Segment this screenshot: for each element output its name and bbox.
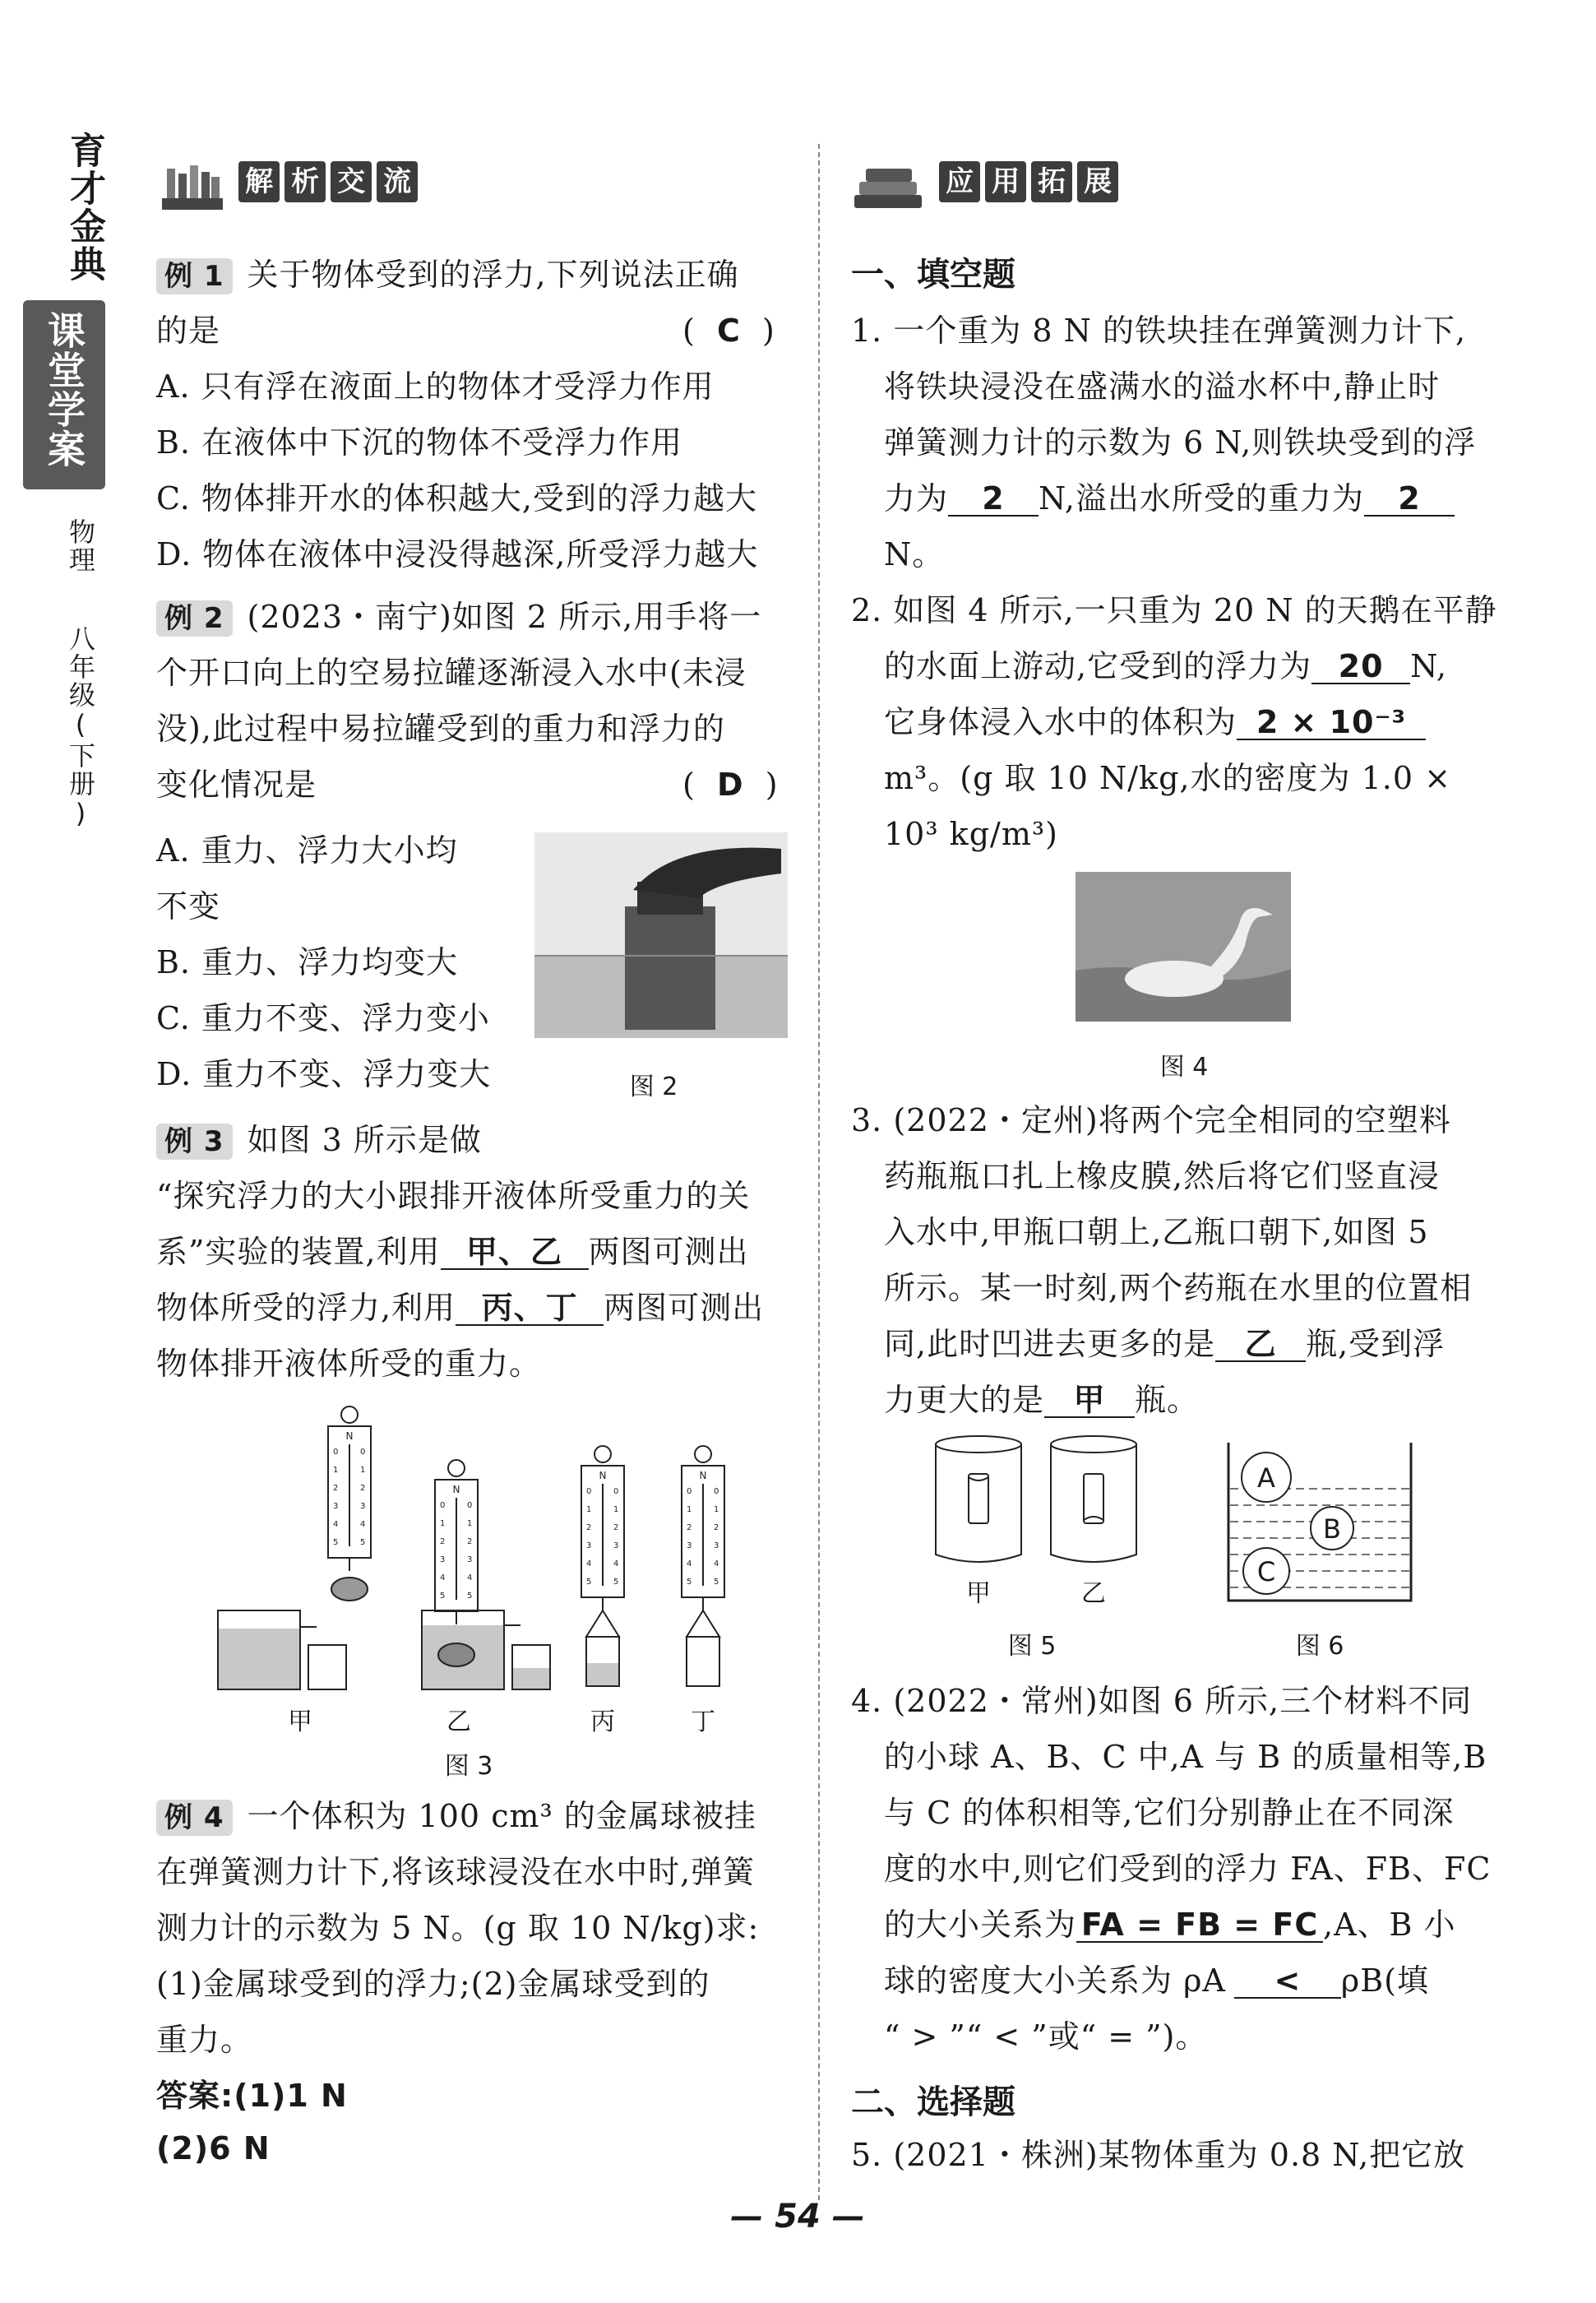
example-tag: 例 2 <box>156 600 233 637</box>
header-char: 流 <box>377 161 418 202</box>
ex4-line5: 重力。 <box>156 2022 253 2058</box>
p2-line1: 2. 如图 4 所示,一只重为 20 N 的天鹅在平静 <box>851 592 1497 628</box>
p4-line2: 的小球 A、B、C 中,A 与 B 的质量相等,B <box>884 1739 1487 1775</box>
ex4-line2: 在弹簧测力计下,将该球浸没在水中时,弹簧 <box>156 1854 756 1890</box>
p4-line3: 与 C 的体积相等,它们分别静止在不同深 <box>884 1795 1455 1831</box>
grade-label: 八年级(下册) <box>65 625 96 831</box>
figure-2-caption: 图 2 <box>629 1073 678 1101</box>
p3-line2: 药瓶瓶口扎上橡皮膜,然后将它们竖直浸 <box>884 1158 1441 1194</box>
ex1-line2: 的是 <box>156 313 221 349</box>
figure-5-caption: 图 5 <box>1007 1632 1057 1661</box>
ex2-line1 <box>156 599 761 637</box>
figure-6-caption: 图 6 <box>1295 1632 1344 1661</box>
blank-answer: 2 × 10⁻³ <box>1237 706 1426 740</box>
p4-line7: “ > ”“ < ”或“ = ”)。 <box>884 2018 1208 2055</box>
section-multiple-choice: 二、选择题 <box>851 2083 1015 2121</box>
header-char: 交 <box>331 161 372 202</box>
p4-line6: 球的密度大小关系为 ρA < ρB(填 <box>884 1962 1429 1999</box>
ex3-line4: 物体所受的浮力,利用 丙、丁 两图可测出 <box>156 1290 765 1326</box>
header-char: 析 <box>285 161 326 202</box>
p1-line2: 将铁块浸没在盛满水的溢水杯中,静止时 <box>884 368 1441 405</box>
figure-3-caption: 图 3 <box>444 1752 493 1781</box>
p3-line5: 同,此时凹进去更多的是 乙 瓶,受到浮 <box>884 1326 1446 1362</box>
ex2-line4: 变化情况是 <box>156 767 317 803</box>
fig3-label-yi: 乙 <box>446 1708 471 1736</box>
blank-answer: 20 <box>1311 650 1410 684</box>
example-tag: 例 1 <box>156 258 233 294</box>
header-char: 用 <box>985 161 1026 202</box>
page-number: — 54 — <box>730 2198 865 2236</box>
p3-line3: 入水中,甲瓶口朝上,乙瓶口朝下,如图 5 <box>884 1214 1429 1250</box>
application-header <box>851 161 1123 213</box>
fig6-ball-a: A <box>1257 1462 1275 1494</box>
blank-answer: 乙 <box>1215 1328 1306 1362</box>
ex3-line1 <box>156 1122 482 1160</box>
p3-line4: 所示。某一时刻,两个药瓶在水里的位置相 <box>884 1270 1473 1306</box>
ex1-answer: ( C ) <box>682 313 775 349</box>
ex2-line3: 没),此过程中易拉罐受到的重力和浮力的 <box>156 711 725 747</box>
ex4-answer-2: (2)6 N <box>156 2130 271 2166</box>
fig3-label-jia: 甲 <box>288 1708 312 1736</box>
example-tag: 例 3 <box>156 1124 233 1160</box>
figure-4-swan-photo <box>1076 872 1291 1022</box>
ex2-answer: ( D ) <box>682 767 779 803</box>
figure-4-caption: 图 4 <box>1159 1053 1209 1082</box>
ex4-line3: 测力计的示数为 5 N。(g 取 10 N/kg)求: <box>156 1910 760 1946</box>
p1-line5: N。 <box>884 536 945 572</box>
series-title: 课堂学案 <box>42 311 86 469</box>
p1-line1: 1. 一个重为 8 N 的铁块挂在弹簧测力计下, <box>851 313 1467 349</box>
p2-line3: 它身体浸入水中的体积为 2 × 10⁻³ <box>884 704 1426 740</box>
ex1-option-b: B. 在液体中下沉的物体不受浮力作用 <box>156 424 683 461</box>
ex3-line5: 物体排开液体所受的重力。 <box>156 1346 542 1382</box>
header-char: 展 <box>1077 161 1118 202</box>
example-tag: 例 4 <box>156 1800 233 1836</box>
bookshelf-icon <box>160 162 224 213</box>
ex3-line2: “探究浮力的大小跟排开液体所受重力的关 <box>156 1178 751 1214</box>
figure-2-photo <box>534 832 788 1038</box>
blank-answer: 2 <box>1364 482 1455 517</box>
fig5-label-jia: 甲 <box>966 1579 991 1608</box>
brand-title: 育才金典 <box>63 132 105 283</box>
p1-line4: 力为 2 N,溢出水所受的重力为 2 <box>884 480 1455 517</box>
p2-line4: m³。(g 取 10 N/kg,水的密度为 1.0 × <box>884 760 1451 796</box>
ex1-text: 关于物体受到的浮力,下列说法正确 <box>247 257 739 293</box>
blank-answer: < <box>1234 1964 1341 1999</box>
ex4-line4: (1)金属球受到的浮力;(2)金属球受到的 <box>156 1966 710 2002</box>
p2-line5: 10³ kg/m³) <box>884 816 1058 852</box>
p4-line4: 度的水中,则它们受到的浮力 FA、FB、FC <box>884 1851 1492 1887</box>
fig3-label-bing: 丙 <box>590 1708 615 1736</box>
ex2-line2: 个开口向上的空易拉罐逐渐浸入水中(未浸 <box>156 655 747 691</box>
section-fill-blank: 一、填空题 <box>851 256 1015 294</box>
subject-label: 物理 <box>65 518 96 574</box>
books-icon <box>851 162 925 213</box>
header-char: 拓 <box>1031 161 1072 202</box>
blank-answer: 丙、丁 <box>456 1291 604 1326</box>
ex2-option-d: D. 重力不变、浮力变大 <box>156 1056 492 1092</box>
fig6-ball-b: B <box>1323 1513 1341 1545</box>
ex1-line1 <box>156 257 739 294</box>
fig6-ball-c: C <box>1256 1556 1276 1587</box>
ex4-text: 一个体积为 100 cm³ 的金属球被挂 <box>247 1798 756 1834</box>
ex2-text: (2023・南宁)如图 2 所示,用手将一 <box>247 599 762 635</box>
blank-answer: 甲 <box>1044 1383 1135 1418</box>
fig5-label-yi: 乙 <box>1081 1579 1106 1608</box>
ex2-option-b: B. 重力、浮力均变大 <box>156 944 459 980</box>
fig3-label-ding: 丁 <box>691 1708 715 1736</box>
figure-3: N 0 1 2 3 4 5 0 1 2 3 4 5 <box>210 1406 752 1719</box>
p3-line6: 力更大的是 甲 瓶。 <box>884 1382 1200 1418</box>
blank-answer: 2 <box>948 482 1039 517</box>
p5-line1: 5. (2021・株洲)某物体重为 0.8 N,把它放 <box>851 2137 1466 2173</box>
blank-answer: FA = FB = FC <box>1076 1908 1323 1943</box>
column-divider <box>818 144 820 2200</box>
p1-line3: 弹簧测力计的示数为 6 N,则铁块受到的浮 <box>884 424 1477 461</box>
ex4-line1 <box>156 1798 756 1836</box>
ex1-option-c: C. 物体排开水的体积越大,受到的浮力越大 <box>156 480 757 517</box>
ex3-line3: 系”实验的装置,利用 甲、乙 两图可测出 <box>156 1234 749 1270</box>
p3-line1: 3. (2022・定州)将两个完全相同的空塑料 <box>851 1102 1451 1138</box>
blank-answer: 甲、乙 <box>441 1235 589 1270</box>
ex2-option-a1: A. 重力、浮力大小均 <box>156 832 458 869</box>
ex2-option-c: C. 重力不变、浮力变小 <box>156 1000 490 1036</box>
p4-line5: 的大小关系为 FA = FB = FC ,A、B 小 <box>884 1907 1456 1943</box>
header-char: 应 <box>939 161 980 202</box>
ex4-answer-1: 答案:(1)1 N <box>156 2078 348 2114</box>
ex2-option-a2: 不变 <box>156 888 221 924</box>
p4-line1: 4. (2022・常州)如图 6 所示,三个材料不同 <box>851 1683 1473 1719</box>
p2-line2: 的水面上游动,它受到的浮力为 20 N, <box>884 648 1447 684</box>
analysis-header <box>160 161 423 213</box>
ex3-text: 如图 3 所示是做 <box>247 1122 482 1158</box>
ex1-option-a: A. 只有浮在液面上的物体才受浮力作用 <box>156 368 715 405</box>
ex1-option-d: D. 物体在液体中浸没得越深,所受浮力越大 <box>156 536 759 572</box>
header-char: 解 <box>238 161 280 202</box>
figure-5 <box>929 1431 1168 1571</box>
